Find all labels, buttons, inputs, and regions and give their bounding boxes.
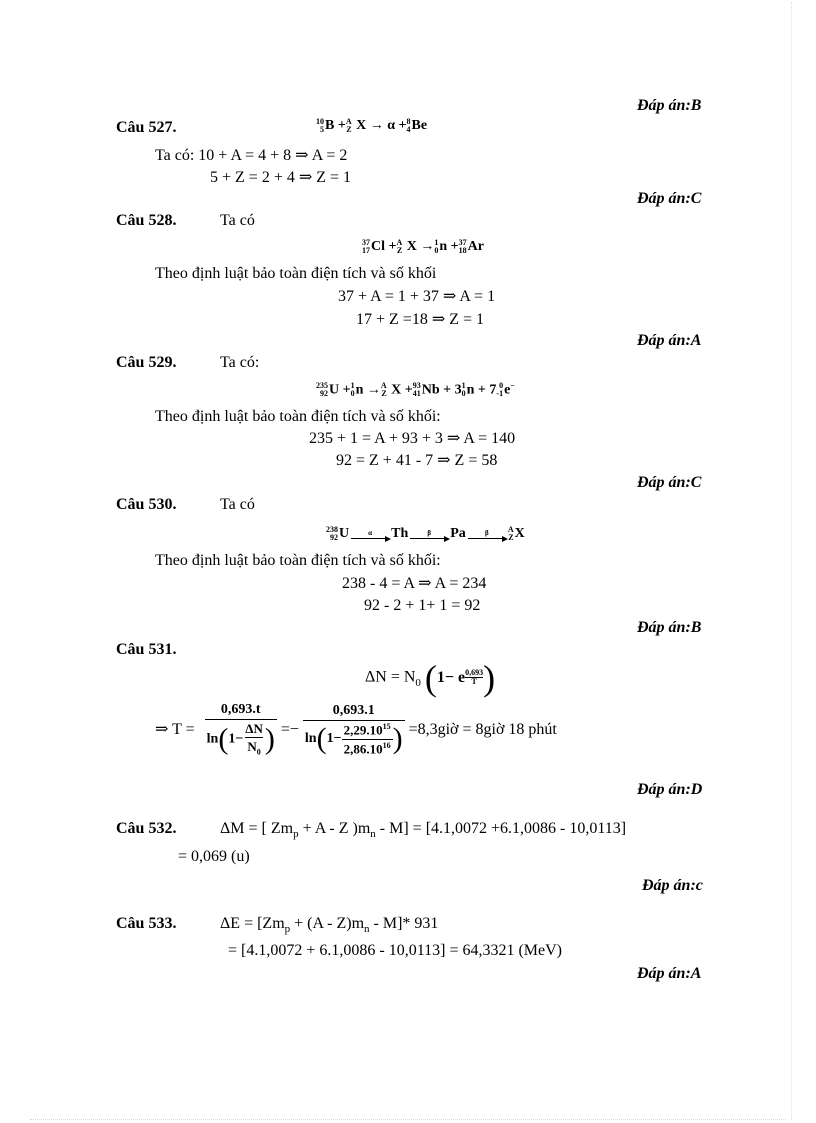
f531-n0: N <box>247 739 257 754</box>
question-529-label: Câu 529. <box>116 354 177 371</box>
q529-intro: Ta có: <box>220 354 260 371</box>
q533-line1: $\Delta E = [Zm_p + (A - Z)m_n - M]*$ 931 <box>220 915 439 936</box>
equation-530: 238 92 U α Th β Pa β A Z X <box>326 525 525 542</box>
question-533-label: Câu 533. <box>116 915 177 932</box>
equation-531-rhs: ⇒ T = 0,693.t ln(1− $\frac{\Delta N}{N_0}$ ) =− 0,693.1 ln(1− $\frac{2,29.10^{15}}{2,86.10^{16}}$ ) =8,3giờ = 8giờ 18 phút <box>155 702 557 757</box>
q530-line1: 238 - 4 = A ⇒ A = 234 <box>342 575 487 592</box>
question-527-label: Câu 527. <box>116 119 177 136</box>
q529-line2: 92 = Z + 41 - 7 ⇒ Z = 58 <box>336 452 498 469</box>
f531-b-exp: 16 <box>382 740 391 750</box>
q528-line1: 37 + A = 1 + 37 ⇒ A = 1 <box>338 288 496 305</box>
q531-t-prefix: ⇒ T = <box>155 720 195 738</box>
q528-law: Theo định luật bảo toàn điện tích và số khối <box>155 265 437 282</box>
q532-line1-c: - M] = [4.1,0072 +6.1,0086 - 10,0113] <box>375 820 627 837</box>
f531-a: 2,29.10 <box>343 722 383 738</box>
q532-line1: ΔM = [ $Zm_p + A - Z$ )$m_n - M] = [4.1,0072 +6.1,0086 - 10,0113]$ <box>220 820 627 841</box>
q529-line1: 235 + 1 = A + 93 + 3 ⇒ A = 140 <box>309 430 516 447</box>
answer-530: Đáp án:C <box>637 474 702 491</box>
q528-intro: Ta có <box>220 212 255 229</box>
equation-529: 235 92 U + 1 0 n → A Z X + 93 41 Nb + 3 1 0 n + 7 0 -1 e− <box>316 381 515 399</box>
q532-line1-b: + A - Z )m <box>298 820 371 837</box>
q531-lhs: ΔN = N <box>365 668 416 686</box>
answer-527: Đáp án:B <box>637 97 702 114</box>
q529-law: Theo định luật bảo toàn điện tích và số khối: <box>155 408 441 425</box>
f531-num1: 0,693.t <box>220 702 261 717</box>
answer-532: Đáp án:D <box>637 781 703 798</box>
q531-result: =8,3giờ = 8giờ 18 phút <box>408 720 557 738</box>
page-edge-divider <box>791 2 792 1120</box>
equation-528: 37 17 Cl + A Z X → 1 0 n + 37 18 Ar <box>362 238 484 255</box>
equation-527: 10 5 B + A Z X → α + 8 4 Be <box>316 117 428 134</box>
question-530-label: Câu 530. <box>116 496 177 513</box>
q528-line2: 17 + Z =18 ⇒ Z = 1 <box>356 311 485 328</box>
answer-528: Đáp án:C <box>637 190 702 207</box>
q530-law: Theo định luật bảo toàn điện tích và số khối: <box>155 552 441 569</box>
equation-531-lhs: $\Delta N = N_0$ (1− e $\frac{0,693}{T}$ ) <box>365 658 496 698</box>
question-531-label: Câu 531. <box>116 641 177 658</box>
f531-t: T <box>471 677 477 687</box>
q533-line1-c: - M]* 931 <box>369 915 439 932</box>
f531-num2: 0,693.1 <box>332 703 375 719</box>
q532-line2: = 0,069 (u) <box>178 848 250 865</box>
q533-line1-b: + (A - Z)m <box>290 915 365 932</box>
page-bottom-divider <box>30 1119 786 1120</box>
q533-line1-a: ΔE = [Zm <box>220 915 285 932</box>
answer-529: Đáp án:A <box>637 332 702 349</box>
question-528-label: Câu 528. <box>116 212 177 229</box>
f531-a-exp: 15 <box>382 722 391 732</box>
f531-exp: 0,693 <box>465 668 484 678</box>
f531-dn: ΔN <box>245 721 263 736</box>
f531-b: 2,86.10 <box>343 741 383 757</box>
answer-531: Đáp án:B <box>637 619 702 636</box>
q527-line2: 5 + Z = 2 + 4 ⇒ Z = 1 <box>210 169 352 186</box>
q532-line1-a: ΔM = [ Zm <box>220 820 294 837</box>
q530-intro: Ta có <box>220 496 255 513</box>
q533-line2: = [4.1,0072 + 6.1,0086 - 10,0113] = 64,3321 (MeV) <box>228 942 562 959</box>
q530-line2: 92 - 2 + 1+ 1 = 92 <box>364 597 481 614</box>
q527-line1: Ta có: 10 + A = 4 + 8 ⇒ A = 2 <box>155 147 348 164</box>
answer-534: Đáp án:A <box>637 965 702 982</box>
answer-533: Đáp án:c <box>642 877 703 894</box>
question-532-label: Câu 532. <box>116 820 177 837</box>
